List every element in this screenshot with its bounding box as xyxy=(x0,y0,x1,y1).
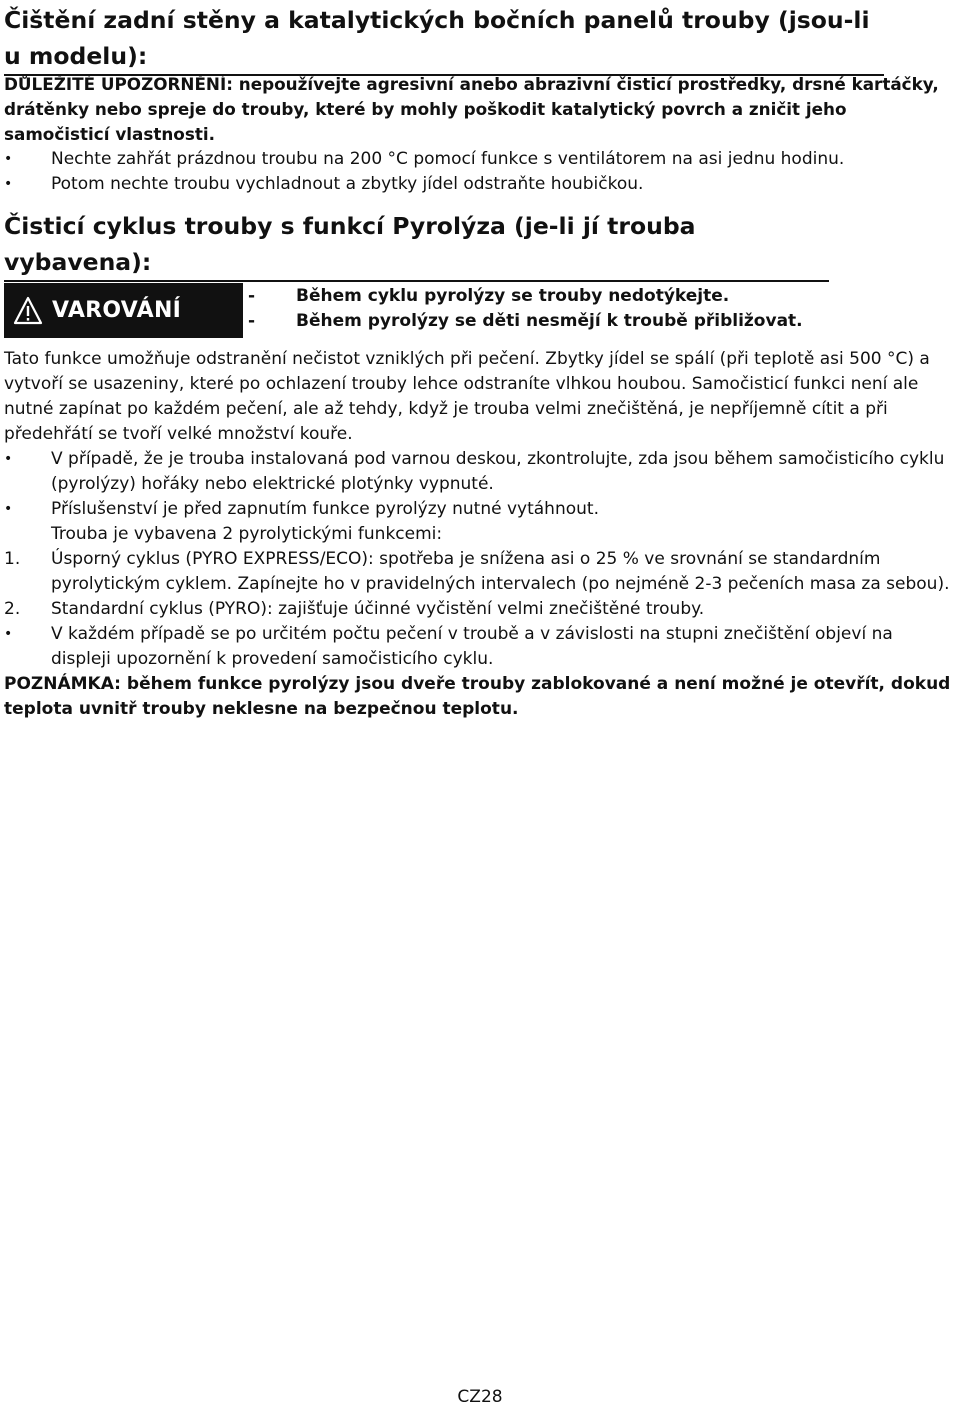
list-item: • Příslušenství je před zapnutím funkce pyrolýzy nutné vytáhnout. xyxy=(4,497,956,522)
important-notice: DŮLEŽITÉ UPOZORNĚNÍ: nepoužívejte agresivní anebo abrazivní čisticí prostředky, drsné kartáčky, drátěnky nebo spreje do trouby, které by mohly poškodit katalytický povrch a zničit jeho samočisticí vlastnosti. xyxy=(4,74,939,144)
section-pyrolysis-body xyxy=(4,347,956,722)
section-catalytic-body xyxy=(4,72,956,197)
list-item: • V případě, že je trouba instalovaná pod varnou deskou, zkontrolujte, zda jsou během samočisticího cyklu (pyrolýzy) hořáky nebo elektrické plotýnky vypnuté. xyxy=(4,449,945,494)
pyrolysis-items-list xyxy=(4,447,956,672)
bullet-icon: • xyxy=(4,176,13,192)
pyrolysis-intro: Tato funkce umožňuje odstranění nečistot vzniklých při pečení. Zbytky jídel se spálí (při teplotě asi 500 °C) a vytvoří se usazeniny, které po ochlazení trouby lehce odstraníte vlhkou houbou. Samočisticí funkci není ale nutné zapínat po každém pečení, ale až tehdy, když je trouba velmi znečištěná, je nepříjemně cítit a při předehřátí se tvoří velké množství kouře. xyxy=(4,349,930,444)
list-item: 1. Úsporný cyklus (PYRO EXPRESS/ECO): spotřeba je snížena asi o 25 % ve srovnání se standardním pyrolytickým cyklem. Zapínejte ho v pravidelných intervalech (po nejméně 2-3 pečeních masa za sebou). xyxy=(4,549,950,594)
bullet-icon: • xyxy=(4,626,13,642)
warning-item: - Během cyklu pyrolýzy se trouby nedotýkejte. xyxy=(248,286,730,306)
section-heading-pyrolysis: Čisticí cyklus trouby s funkcí Pyrolýza (je-li jí trouba vybavena): xyxy=(4,208,829,282)
section-heading-catalytic-cleaning: Čištění zadní stěny a katalytických bočních panelů trouby (jsou-li u modelu): xyxy=(4,2,884,76)
warning-label: VAROVÁNÍ xyxy=(52,298,182,323)
bullet-icon: • xyxy=(4,501,13,517)
list-number: 1. xyxy=(4,549,21,569)
bullet-icon: • xyxy=(4,451,13,467)
list-item: • V každém případě se po určitém počtu pečení v troubě a v závislosti na stupni znečištění objeví na displeji upozornění k provedení samočisticího cyklu. xyxy=(4,624,893,669)
list-item: Trouba je vybavena 2 pyrolytickými funkcemi: xyxy=(51,524,443,544)
catalytic-steps-list xyxy=(4,147,956,197)
warning-triangle-icon xyxy=(13,296,43,326)
list-item: 2. Standardní cyklus (PYRO): zajišťuje účinné vyčistění velmi znečištěné trouby. xyxy=(4,597,956,622)
list-number: 2. xyxy=(4,599,21,619)
bullet-icon: • xyxy=(4,151,13,167)
page-number: CZ28 xyxy=(457,1387,503,1407)
list-item: • Nechte zahřát prázdnou troubu na 200 °C pomocí funkce s ventilátorem na asi jednu hodinu. xyxy=(4,147,956,172)
warning-item: - Během pyrolýzy se děti nesmějí k troubě přibližovat. xyxy=(248,311,803,331)
warning-list xyxy=(248,284,948,334)
list-item: • Potom nechte troubu vychladnout a zbytky jídel odstraňte houbičkou. xyxy=(4,172,956,197)
warning-badge xyxy=(4,283,243,338)
pyrolysis-note: POZNÁMKA: během funkce pyrolýzy jsou dveře trouby zablokované a není možné je otevřít, dokud teplota uvnitř trouby neklesne na bezpečnou teplotu. xyxy=(4,674,951,719)
